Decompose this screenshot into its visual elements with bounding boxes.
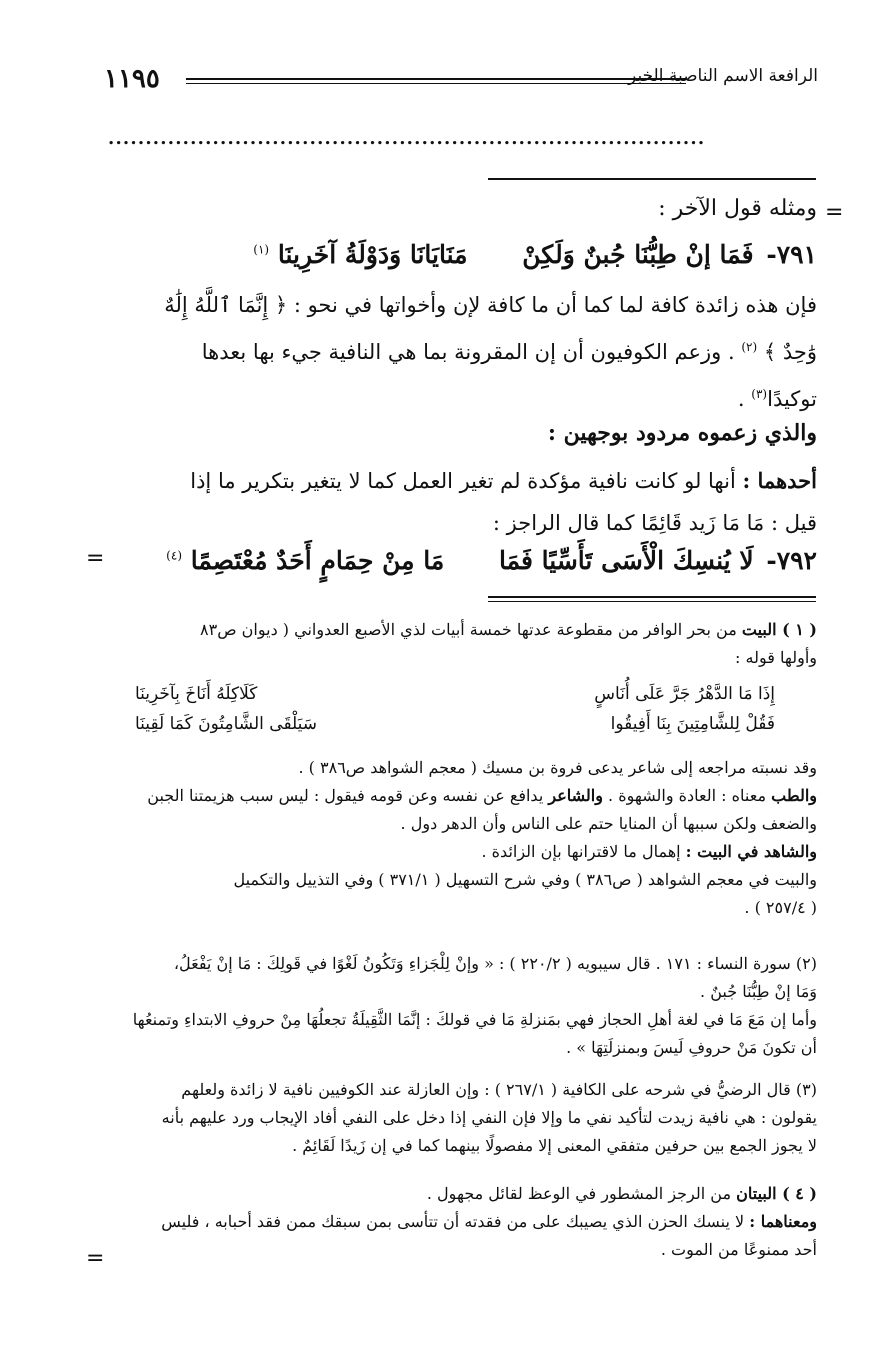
dotted-separator: ................................................................................	[108, 128, 706, 148]
margin-mark-middle: =	[86, 546, 105, 571]
quran-text: وَٰحِدٌ ﴾	[763, 340, 817, 364]
footnote-text: إهمال ما لاقترانها بإن الزائدة .	[481, 842, 681, 861]
paragraph-text: توكيدًا	[767, 387, 817, 411]
poem-hemistich-1: فَقُلْ لِلشَّامِتِينَ بِنَا أَفِيقُوا	[610, 714, 775, 734]
footnote-lead: والشاهد في البيت :	[685, 842, 817, 861]
page-header	[104, 62, 818, 102]
footnote-line: وأما إن مَعَ مَا في لغة أهلِ الحجاز فهي بمَنزلةِ مَا في قولكَ : إنَّمَا الثَّقِيلَةُ تجعلُهَا مِنْ حروفِ الابتداءِ وتمنعُها	[132, 1010, 817, 1029]
poem-hemistich-2: كَلَاكِلَهُ أَنَاخَ بِآخَرِينَا	[135, 684, 258, 704]
footnote-line	[105, 838, 817, 866]
intro-line: ومثله قول الآخر :	[658, 196, 817, 221]
footnote-line: وَمَا إنْ طِبُّنَا جُبنٌ .	[700, 982, 817, 1001]
bold-lead: أحدهما :	[742, 468, 817, 493]
verse-hemistich-2: مَنَايَانَا وَدَوْلَةُ آخَرِينَا	[277, 240, 468, 269]
footnote-line: أن تكونَ مَنْ حروفِ لَيسَ وبمنزلَتِهَا » .	[566, 1038, 817, 1057]
footnote-3	[105, 1076, 817, 1160]
margin-mark-top: =	[825, 200, 844, 225]
footnote-text: معناه : العادة والشهوة .	[608, 786, 767, 805]
footnote-line: والضعف ولكن سببها أن المنايا حتم على الناس وأن الدهر دول .	[400, 814, 817, 833]
footnote-line: لا يجوز الجمع بين حرفين متفقي المعنى إلا مفصولًا بينهما كما في إن زَيدًا لَقَائِمٌ .	[292, 1136, 817, 1155]
paragraph-text: .	[737, 387, 745, 411]
paragraph-text: أنها لو كانت نافية مؤكدة لم تغير العمل كما لا يتغير بتكرير ما إذا	[190, 469, 736, 493]
footnote-ref: (٣)	[751, 387, 768, 401]
poem-line-1	[135, 684, 775, 704]
verse-number: ٧٩١-	[766, 240, 817, 269]
subheading: والذي زعموه مردود بوجهين :	[547, 420, 817, 446]
verse-hemistich-1: فَمَا إنْ طِبُّنَا جُبنٌ وَلَكِنْ	[522, 240, 754, 269]
footnote-line: يقولون : هي نافية زيدت لتأكيد نفي ما وإلا فإن النفي إذا دخل على النفي أفاد الإيجاب ورد عليهم بأنه	[161, 1108, 817, 1127]
poem-hemistich-2: سَيَلْقَى الشَّامِتُونَ كَمَا لَقِينَا	[135, 714, 318, 734]
verse-791	[97, 240, 817, 269]
footnote-lead: ومعناهما :	[749, 1212, 817, 1231]
margin-mark-bottom: =	[86, 1246, 105, 1271]
footnote-line: ( ٢٥٧/٤ ) .	[744, 898, 817, 917]
footnote-line: وقد نسبته مراجعه إلى شاعر يدعى فروة بن مسيك ( معجم الشواهد ص٣٨٦ ) .	[298, 758, 817, 777]
footnote-lead: ( ١ ) البيت	[741, 620, 817, 639]
footnote-text: يدافع عن نفسه وعن قومه فيقول : ليس سبب هزيمتنا الجبن	[147, 786, 544, 805]
footnote-line	[105, 616, 817, 644]
poem-line-2	[135, 714, 775, 734]
paragraph-text: . وزعم الكوفيون أن إن المقرونة بما هي النافية جيء بها بعدها	[201, 340, 735, 364]
footnote-lead: والطب	[771, 786, 817, 805]
footnote-line: أحد ممنوعًا من الموت .	[660, 1240, 817, 1259]
footnote-ref: (٤)	[166, 548, 182, 563]
footnote-lead: ( ٤ ) البيتان	[736, 1184, 817, 1203]
paragraph-2	[105, 460, 817, 544]
footnote-text: من الرجز المشطور في الوعظ لقائل مجهول .	[426, 1184, 732, 1203]
footnote-text: لا ينسك الحزن الذي يصيبك على من فقدته أن تتأسى بمن سبقك ممن فقد أحبابه ، فليس	[161, 1212, 745, 1231]
footnote-line	[105, 1180, 817, 1208]
footnote-2	[105, 950, 817, 1062]
page-number: ١١٩٥	[104, 64, 160, 94]
running-title: الرافعة الاسم الناصبة الخبر	[628, 66, 818, 86]
footnote-line: وأولها قوله :	[735, 648, 817, 667]
footnote-line: (٣) قال الرضيُّ في شرحه على الكافية ( ٢٦٧/١ ) : وإن العازلة عند الكوفيين نافية لا زائدة ولعلهم	[181, 1080, 817, 1099]
verse-number: ٧٩٢-	[766, 546, 817, 575]
paragraph-line	[105, 460, 817, 502]
footnote-line: (٢) سورة النساء : ١٧١ . قال سيبويه ( ٢٢٠/٢ ) : « وإنْ لِلْجَزاءِ وَتَكُونُ لَغْوًا في قَولِكَ : مَا إنْ يَفْعَلُ،	[173, 954, 817, 973]
paragraph-1	[105, 284, 817, 420]
footnote-rule-thin	[488, 601, 816, 602]
footnote-line	[105, 782, 817, 810]
verse-hemistich-1: لَا يُنسِكَ الْأَسَى تَأَسِّيًا فَمَا	[498, 546, 754, 575]
footnote-line	[105, 1208, 817, 1236]
verse-792	[97, 546, 817, 575]
footnote-1-continued	[105, 754, 817, 922]
header-rule-thin	[186, 83, 686, 84]
footnote-rule	[488, 596, 816, 598]
footnote-lead: والشاعر	[548, 786, 603, 805]
footnote-text: من بحر الوافر من مقطوعة عدتها خمسة أبيات لذي الأصبع العدواني ( ديوان ص٨٣	[200, 620, 737, 639]
section-rule	[488, 178, 816, 180]
footnote-1	[105, 616, 817, 672]
paragraph-line	[105, 326, 817, 373]
paragraph-line: قيل : مَا مَا زَيد قَائِمًا كما قال الراجز :	[492, 511, 817, 535]
paragraph-line: فإن هذه زائدة كافة لما كما أن ما كافة لإن وأخواتها في نحو : ﴿ إِنَّمَا ٱللَّهُ إِلَٰهٌ	[164, 293, 817, 317]
header-rule	[186, 78, 686, 80]
footnote-line: والبيت في معجم الشواهد ( ص٣٨٦ ) وفي شرح التسهيل ( ٣٧١/١ ) وفي التذييل والتكميل	[233, 870, 817, 889]
footnote-ref: (١)	[253, 242, 270, 257]
paragraph-line	[105, 373, 817, 420]
footnote-ref: (٢)	[741, 340, 758, 354]
verse-hemistich-2: مَا مِنْ حِمَامٍ أَحَدٌ مُعْتَصِمًا	[190, 546, 445, 575]
poem-hemistich-1: إِذَا مَا الدَّهْرُ جَرَّ عَلَى أُنَاسٍ	[594, 684, 775, 704]
footnote-4	[105, 1180, 817, 1264]
